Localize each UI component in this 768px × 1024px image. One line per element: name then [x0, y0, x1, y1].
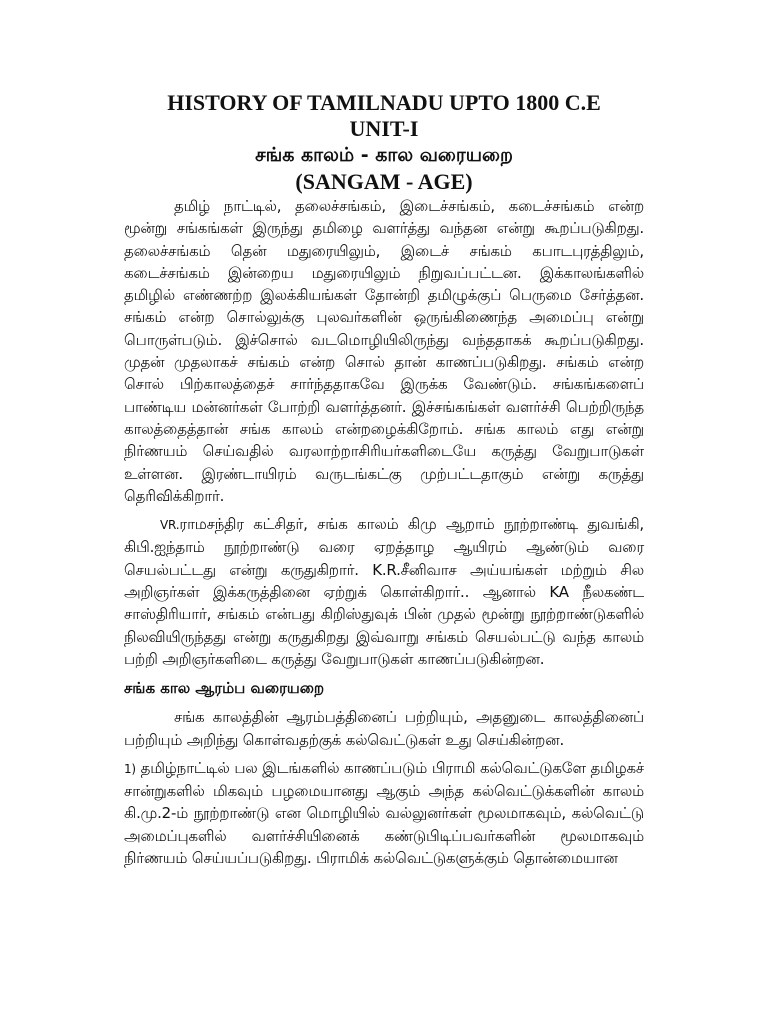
paragraph-2-text: ராமசந்திர கட்சிதர், சங்க காலம் கிமு ஆறாம் நூற்றாண்டி துவங்கி, கிபி.ஐந்தாம் நூற்றாண்டு வரை ஏறத்தாழ ஆயிரம் ஆண்டும் வரை செயல்பட்டது என்று கருதுகிறார். K.R.சீனிவாச அய்யங்கள் மற்றும் சில அறிஞர்கள் இக்கருத்தினை ஏற்றுக் கொள்கிறார்.. ஆனால் KA நீலகண்ட சாஸ்திரியார், சங்கம் என்பது கிறிஸ்துவுக் பின் முதல் மூன்று நூற்றாண்டுகளில் நிலவியிருந்தது என்று கருதுகிறது இவ்வாறு சங்கம் செயல்பட்டு வந்த காலம் பற்றி அறிஞர்களிடை கருத்து வேறுபாடுகள் காணப்படுகின்றன. [124, 515, 644, 668]
unit-title: UNIT-I [349, 116, 419, 141]
paragraph-1: தமிழ் நாட்டில், தலைச்சங்கம், இடைச்சங்கம், கடைச்சங்கம் என்ற மூன்று சங்கங்கள் இருந்து தமிழை வளர்த்து வந்தன என்று கூறப்படுகிறது. தலைச்சங்கம் தென் மதுரையிலும், இடைச் சங்கம் கபாடபுரத்திலும், கடைச்சங்கம் இன்றைய மதுரையிலும் நிறுவப்பட்டன. இக்காலங்களில் தமிழில் எண்ணற்ற இலக்கியங்கள் தோன்றி தமிழுக்குப் பெருமை சேர்த்தன. சங்கம் என்ற சொல்லுக்கு புலவர்களின் ஒருங்கிணைந்த அமைப்பு என்று பொருள்படும். இச்சொல் வடமொழியிலிருந்து வந்ததாகக் கூறப்படுகிறது. முதன் முதலாகச் சங்கம் என்ற சொல் தான் காணப்படுகிறது. சங்கம் என்ற சொல் பிற்காலத்தைச் சார்ந்ததாகவே இருக்க வேண்டும். சங்கங்களைப் பாண்டிய மன்னர்கள் போற்றி வளர்த்தனர். இச்சங்கங்கள் வளர்ச்சி பெற்றிருந்த காலத்தைத்தான் சங்க காலம் என்றழைக்கிறோம். சங்க காலம் எது என்று நிர்ணயம் செய்வதில் வரலாற்றாசிரியர்களிடையே கருத்து வேறுபாடுகள் உள்ளன. இரண்டாயிரம் வருடங்கட்கு முற்பட்டதாகும் என்று கருத்து தெரிவிக்கிறார். [124, 197, 644, 505]
document-title: HISTORY OF TAMILNADU UPTO 1800 C.E [167, 90, 601, 115]
section-heading: சங்க கால ஆரம்ப வரையறை [124, 679, 325, 698]
paragraph-4 [124, 757, 644, 869]
paragraph-3: சங்க காலத்தின் ஆரம்பத்தினைப் பற்றியும், அதனுடை காலத்தினைப் பற்றியும் அறிந்து கொள்வதற்குக் கல்வெட்டுகள் உது செய்கின்றன. [124, 708, 644, 749]
paragraph-2-prefix: VR. [160, 518, 180, 533]
paragraph-4-text: தமிழ்நாட்டில் பல இடங்களில் காணப்படும் பிராமி கல்வெட்டுகளே தமிழகச் சான்றுகளில் மிகவும் பழமையானது ஆகும் அந்த கல்வெட்டுக்களின் காலம் கி.மு.2-ம் நூற்றாண்டு என மொழியில் வல்லுனர்கள் மூலமாகவும், கல்வெட்டு அமைப்புகளில் வளர்ச்சியினைக் கண்டுபிடிப்பவர்களின் மூலமாகவும் நிர்ணயம் செய்யப்படுகிறது. பிராமிக் கல்வெட்டுகளுக்கும் தொன்மையான [124, 758, 644, 868]
chapter-title: சங்க காலம் - கால வரையறை [255, 144, 513, 166]
paragraph-4-prefix: 1) [124, 761, 136, 776]
paragraph-2 [124, 513, 644, 670]
chapter-subtitle: (SANGAM - AGE) [295, 169, 473, 194]
